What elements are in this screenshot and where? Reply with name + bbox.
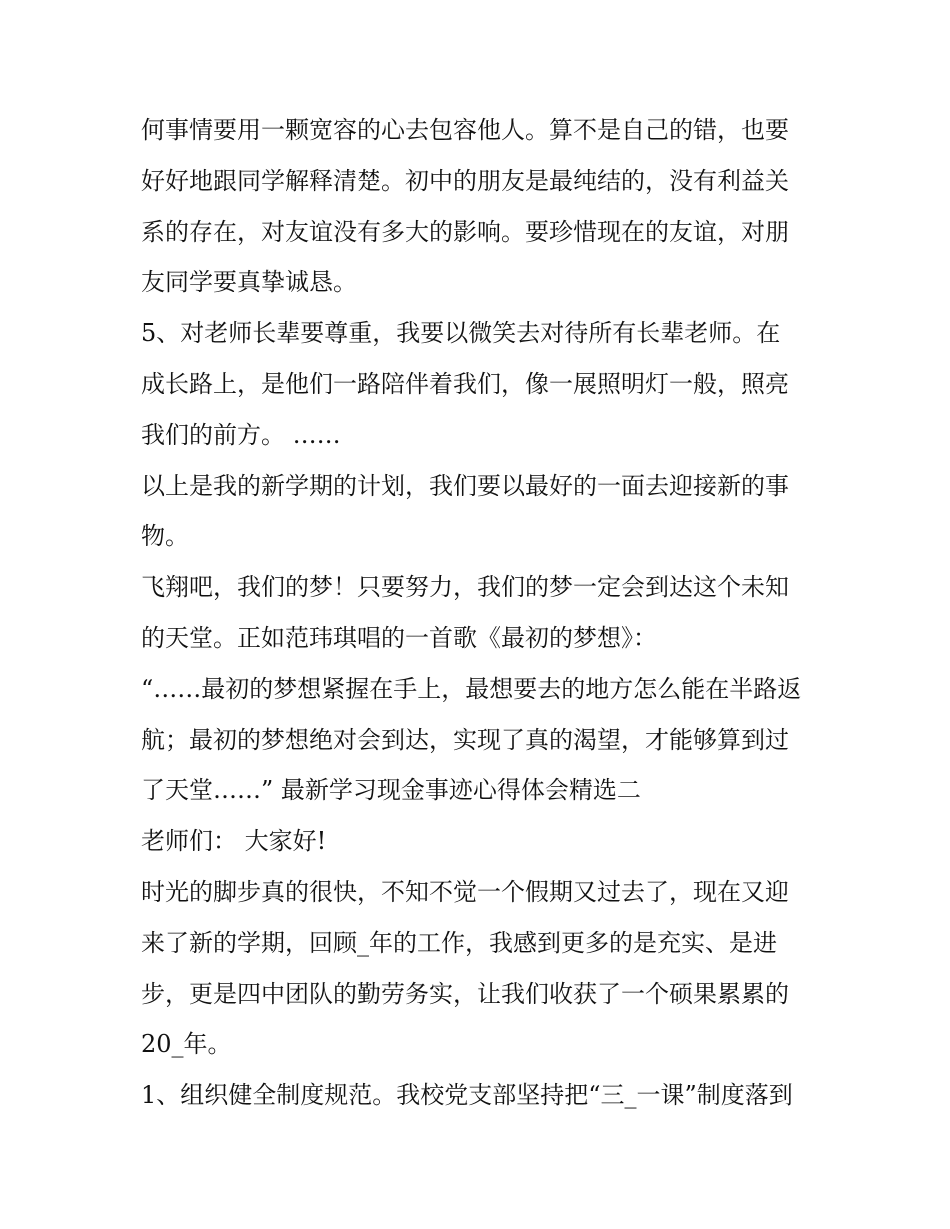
text-line: 以上是我的新学期的计划，我们要以最好的一面去迎接新的事 xyxy=(141,471,789,500)
text-line: 飞翔吧，我们的梦！只要努力，我们的梦一定会到达这个未知 xyxy=(141,573,789,602)
paragraph-dream xyxy=(141,562,813,664)
paragraph-plan-summary xyxy=(141,461,813,563)
text-line: 系的存在，对友谊没有多大的影响。要珍惜现在的友谊，对朋 xyxy=(141,217,789,246)
text-line: 老师们： 大家好! xyxy=(141,827,327,856)
paragraph-friendship xyxy=(141,105,813,308)
paragraph-point-1 xyxy=(141,1070,813,1121)
text-line: 的天堂。正如范玮琪唱的一首歌《最初的梦想》： xyxy=(141,623,657,652)
paragraph-time-passes xyxy=(141,867,813,1070)
text-line: 航；最初的梦想绝对会到达，实现了真的渴望，才能够算到过 xyxy=(141,725,789,754)
text-line: 了天堂……” 最新学习现金事迹心得体会精选二 xyxy=(141,776,641,805)
text-line: 物。 xyxy=(141,522,189,551)
text-line: 好好地跟同学解释清楚。初中的朋友是最纯结的，没有利益关 xyxy=(141,166,789,195)
text-line: 步，更是四中团队的勤劳务实，让我们收获了一个硕果累累的 xyxy=(141,979,789,1008)
text-line: 20_年。 xyxy=(141,1030,232,1059)
text-line: 1、组织健全制度规范。我校党支部坚持把“三_一课”制度落到 xyxy=(141,1081,793,1110)
paragraph-point-5 xyxy=(141,308,813,460)
text-line: 何事情要用一颗宽容的心去包容他人。算不是自己的错，也要 xyxy=(141,116,789,144)
paragraph-song-quote xyxy=(141,664,813,816)
text-line: 成长路上，是他们一路陪伴着我们，像一展照明灯一般，照亮 xyxy=(141,369,789,398)
text-line: 友同学要真挚诚恳。 xyxy=(141,268,357,297)
text-line: 来了新的学期，回顾_年的工作，我感到更多的是充实、是进 xyxy=(141,928,777,957)
text-line: 5、对老师长辈要尊重，我要以微笑去对待所有长辈老师。在 xyxy=(141,319,781,348)
text-line: “……最初的梦想紧握在手上，最想要去的地方怎么能在半路返 xyxy=(141,674,802,703)
text-line: 时光的脚步真的很快，不知不觉一个假期又过去了，现在又迎 xyxy=(141,877,789,906)
document-body xyxy=(141,105,813,1121)
paragraph-greeting xyxy=(141,816,813,867)
text-line: 我们的前方。 …… xyxy=(141,420,341,449)
